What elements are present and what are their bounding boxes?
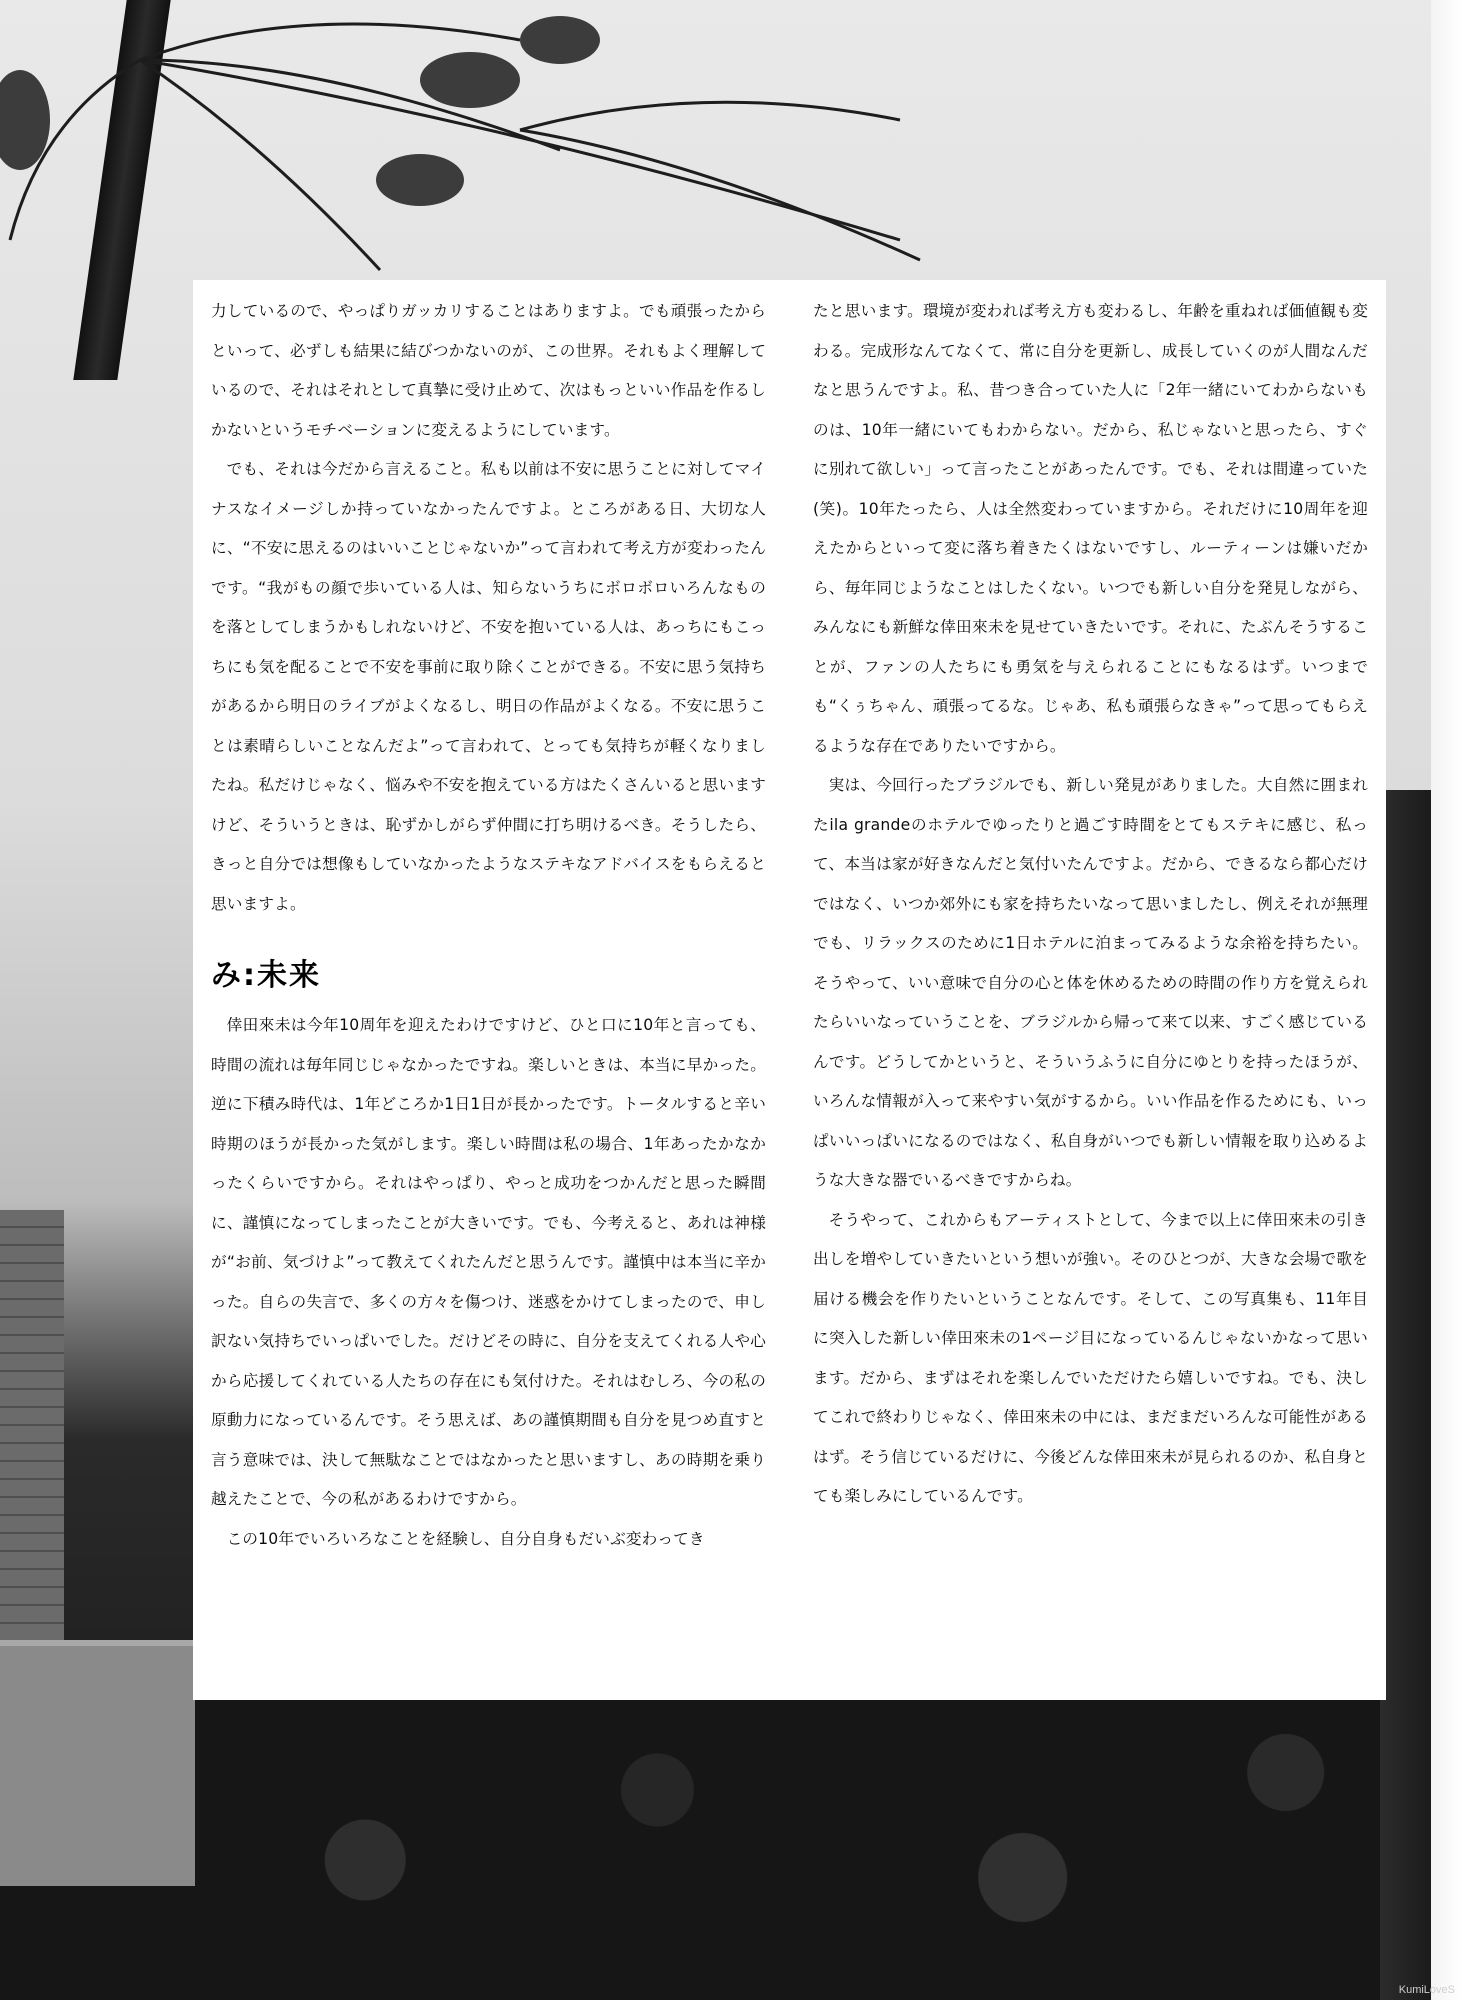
article-panel <box>193 280 1386 1700</box>
foliage <box>0 1650 1461 2000</box>
watermark: KumiLoveS <box>1398 1984 1455 1996</box>
paragraph: この10年でいろいろなことを経験し、自分自身もだいぶ変わってき <box>226 1529 705 1548</box>
paragraph: たと思います。環境が変われば考え方も変わるし、年齢を重ねれば価値観も変わる。完成形なんてなくて、常に自分を更新し、成長していくのが人間なんだなと思うんですよ。私、昔つき合っていた人に「2年一緒にいてわからないものは、10年一緒にいてもわからない。だから、私じゃないと思ったら、すぐに別れて欲しい」って言ったことがあったんです。でも、それは間違っていた(笑)。10年たったら、人は全然変わっていますから。それだけに10周年を迎えたからといって変に落ち着きたくはないですし、ルーティーンは嫌いだから、毎年同じようなことはしたくない。いつでも新しい自分を発見しながら、みんなにも新鮮な倖田來未を見せていきたいです。それに、たぶんそうすることが、ファンの人たちにも勇気を与えられることにもなるはず。いつまでも“くぅちゃん、頑張ってるな。じゃあ、私も頑張らなきゃ”って思ってもらえるような存在でありたいですから。 <box>813 302 1368 755</box>
section-heading: み:未来 <box>211 958 321 993</box>
article-column-right <box>813 292 1368 1517</box>
palm-fronds <box>0 0 1461 320</box>
article-column-left <box>211 292 766 1559</box>
paragraph: 力しているので、やっぱりガッカリすることはありますよ。でも頑張ったからといって、必ずしも結果に結びつかないのが、この世界。それもよく理解しているので、それはそれとして真摯に受け止めて、次はもっといい作品を作るしかないというモチベーションに変えるようにしています。 <box>211 302 766 439</box>
paragraph: 倖田來未は今年10周年を迎えたわけですけど、ひと口に10年と言っても、時間の流れは毎年同じじゃなかったですね。楽しいときは、本当に早かった。逆に下積み時代は、1年どころか1日1日が長かったです。トータルすると辛い時期のほうが長かった気がします。楽しい時間は私の場合、1年あったかなかったくらいですから。それはやっぱり、やっと成功をつかんだと思った瞬間に、謹慎になってしまったことが大きいです。でも、今考えると、あれは神様が“お前、気づけよ”って教えてくれたんだと思うんです。謹慎中は本当に辛かった。自らの失言で、多くの方々を傷つけ、迷惑をかけてしまったので、申し訳ない気持ちでいっぱいでした。だけどその時に、自分を支えてくれる人や心から応援してくれている人たちの存在にも気付けた。それはむしろ、今の私の原動力になっているんです。そう思えば、あの謹慎期間も自分を見つめ直すと言う意味では、決して無駄なことではなかったと思いますし、あの時期を乗り越えたことで、今の私があるわけですから。 <box>211 1016 766 1508</box>
paragraph: そうやって、これからもアーティストとして、今まで以上に倖田來未の引き出しを増やしていきたいという想いが強い。そのひとつが、大きな会場で歌を届ける機会を作りたいということなんです。そして、この写真集も、11年目に突入した新しい倖田來未の1ページ目になっているんじゃないかなって思います。だから、まずはそれを楽しんでいただけたら嬉しいですね。でも、決してこれで終わりじゃなく、倖田來未の中には、まだまだいろんな可能性があるはず。そう信じているだけに、今後どんな倖田來未が見られるのか、私自身とても楽しみにしているんです。 <box>813 1210 1368 1505</box>
paragraph: でも、それは今だから言えること。私も以前は不安に思うことに対してマイナスなイメージしか持っていなかったんですよ。ところがある日、大切な人に、“不安に思えるのはいいことじゃないか”って言われて考え方が変わったんです。“我がもの顔で歩いている人は、知らないうちにボロボロいろんなものを落としてしまうかもしれないけど、不安を抱いている人は、あっちにもこっちにも気を配ることで不安を事前に取り除くことができる。不安に思う気持ちがあるから明日のライブがよくなるし、明日の作品がよくなる。不安に思うことは素晴らしいことなんだよ”って言われて、とっても気持ちが軽くなりましたね。私だけじゃなく、悩みや不安を抱えている方はたくさんいると思いますけど、そういうときは、恥ずかしがらず仲間に打ち明けるべき。そうしたら、きっと自分では想像もしていなかったようなステキなアドバイスをもらえると思いますよ。 <box>211 460 766 913</box>
paragraph: 実は、今回行ったブラジルでも、新しい発見がありました。大自然に囲まれたila grandeのホテルでゆったりと過ごす時間をとてもステキに感じ、私って、本当は家が好きなんだと気付いたんですよ。だから、できるなら都心だけではなく、いつか郊外にも家を持ちたいなって思いましたし、例えそれが無理でも、リラックスのために1日ホテルに泊まってみるような余裕を持ちたい。そうやって、いい意味で自分の心と体を休めるための時間の作り方を覚えられたらいいなっていうことを、ブラジルから帰って来て以来、すごく感じているんです。どうしてかというと、そういうふうに自分にゆとりを持ったほうが、いろんな情報が入って来やすい気がするから。いい作品を作るためにも、いっぱいいっぱいになるのではなく、私自身がいつでも新しい情報を取り込めるような大きな器でいるべきですからね。 <box>813 776 1368 1189</box>
building-lower-left <box>0 1640 195 1886</box>
page-edge <box>1431 0 1461 2000</box>
